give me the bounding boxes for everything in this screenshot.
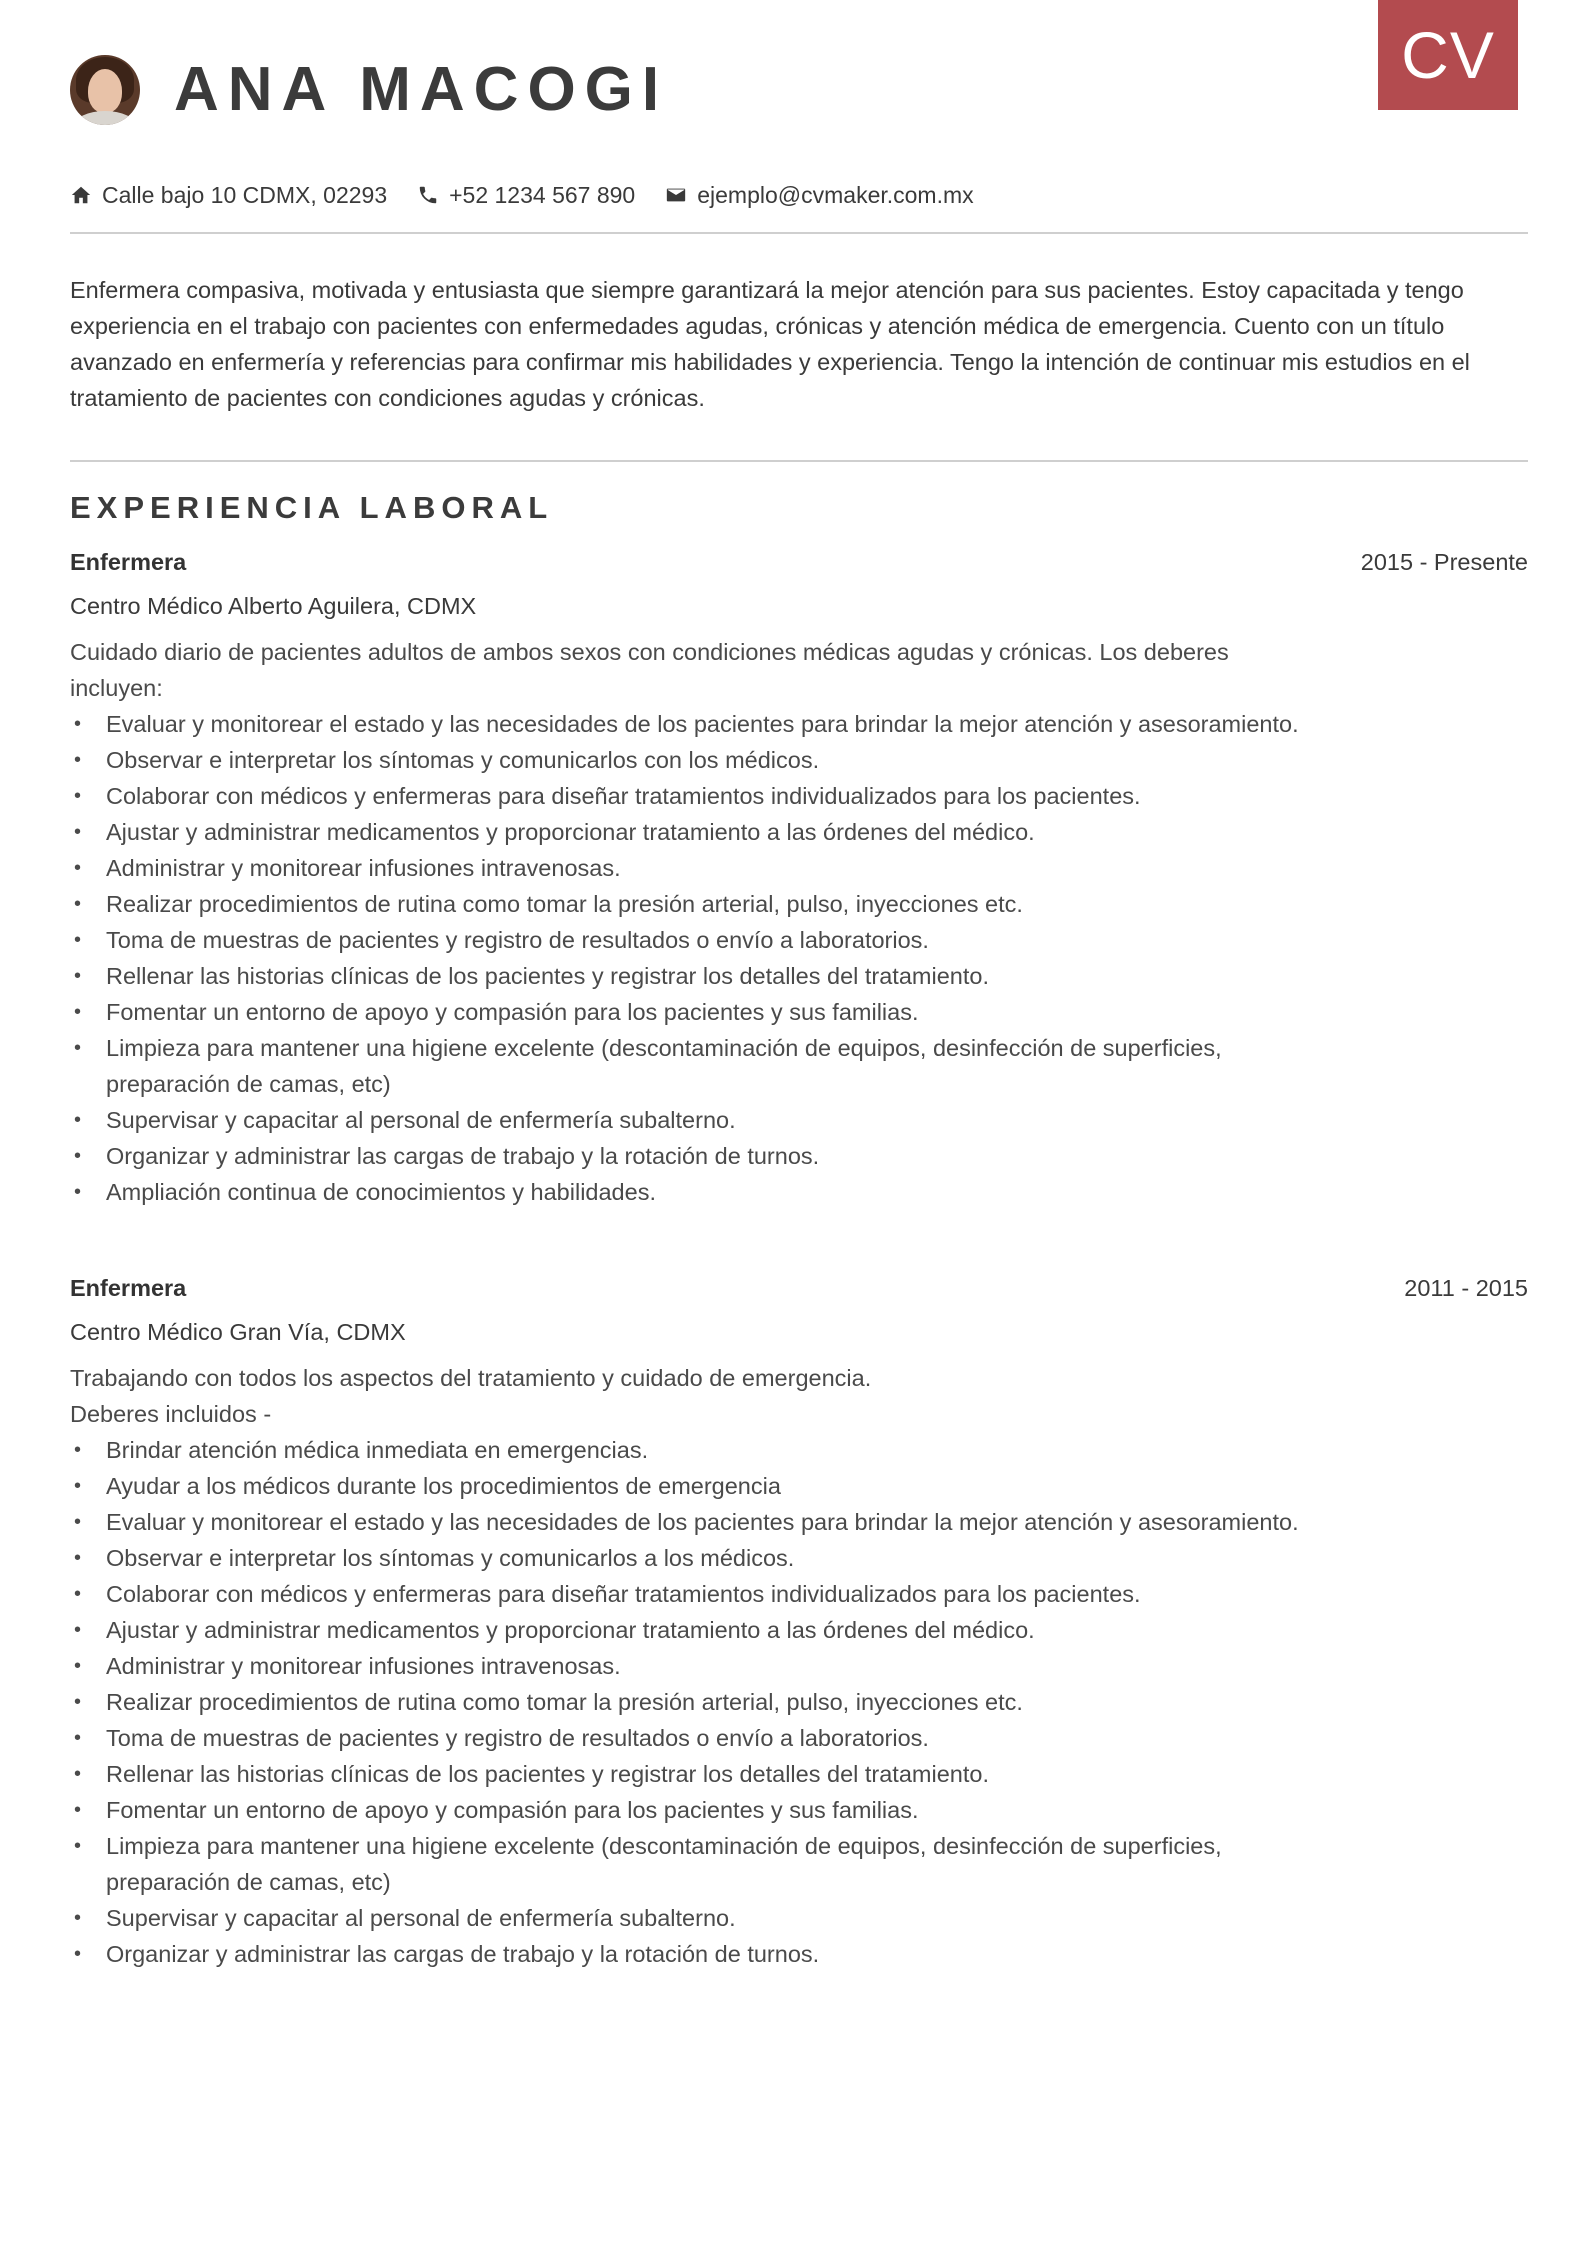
email-text: ejemplo@cvmaker.com.mx — [697, 181, 974, 208]
cv-badge: CV — [1378, 0, 1518, 110]
duty-item: • Brindar atención médica inmediata en emergencias. — [70, 1432, 1310, 1468]
job-duties-list — [70, 1432, 1310, 1972]
duty-item: • Rellenar las historias clínicas de los pacientes y registrar los detalles del tratamiento. — [70, 958, 1310, 994]
job-description-line: Trabajando con todos los aspectos del tratamiento y cuidado de emergencia. — [70, 1365, 872, 1391]
home-icon — [70, 184, 92, 206]
divider — [70, 232, 1528, 234]
candidate-name: ANA MACOGI — [174, 55, 669, 124]
job-dates: 2015 - Presente — [1360, 549, 1528, 575]
duty-item: • Organizar y administrar las cargas de trabajo y la rotación de turnos. — [70, 1138, 1310, 1174]
duty-item: • Colaborar con médicos y enfermeras para diseñar tratamientos individualizados para los pacientes. — [70, 1576, 1310, 1612]
mail-icon — [665, 184, 687, 206]
contact-bar — [70, 178, 1004, 212]
duty-item: • Toma de muestras de pacientes y registro de resultados o envío a laboratorios. — [70, 1720, 1310, 1756]
address-text: Calle bajo 10 CDMX, 02293 — [102, 181, 388, 208]
duty-item: • Administrar y monitorear infusiones intravenosas. — [70, 1648, 1310, 1684]
duty-item: • Supervisar y capacitar al personal de enfermería subalterno. — [70, 1900, 1310, 1936]
duty-item: • Ajustar y administrar medicamentos y proporcionar tratamiento a las órdenes del médico. — [70, 814, 1310, 850]
duty-item: • Observar e interpretar los síntomas y comunicarlos con los médicos. — [70, 742, 1310, 778]
job-title: Enfermera — [70, 1275, 187, 1301]
contact-email — [665, 182, 973, 209]
job-title: Enfermera — [70, 549, 187, 575]
duty-item: • Ayudar a los médicos durante los procedimientos de emergencia — [70, 1468, 1310, 1504]
job-description — [70, 1360, 1310, 1432]
duty-item: • Ajustar y administrar medicamentos y proporcionar tratamiento a las órdenes del médico. — [70, 1612, 1310, 1648]
duty-item: • Evaluar y monitorear el estado y las necesidades de los pacientes para brindar la mejor atención y asesoramiento. — [70, 706, 1310, 742]
phone-icon — [417, 184, 439, 206]
duty-item: • Limpieza para mantener una higiene excelente (descontaminación de equipos, desinfección de superficies, preparación de camas, etc) — [70, 1030, 1310, 1102]
job-duties-list — [70, 706, 1310, 1210]
job-description — [70, 634, 1310, 706]
duty-item: • Observar e interpretar los síntomas y comunicarlos a los médicos. — [70, 1540, 1310, 1576]
job-description-line: Cuidado diario de pacientes adultos de ambos sexos con condiciones médicas agudas y crónicas. Los deberes incluyen: — [70, 639, 1229, 701]
phone-text: +52 1234 567 890 — [449, 181, 636, 208]
contact-phone — [417, 182, 635, 209]
duty-item: • Organizar y administrar las cargas de trabajo y la rotación de turnos. — [70, 1936, 1310, 1972]
job-description-line: Deberes incluidos - — [70, 1401, 272, 1427]
job-dates: 2011 - 2015 — [1404, 1275, 1528, 1301]
duty-item: • Realizar procedimientos de rutina como tomar la presión arterial, pulso, inyecciones etc. — [70, 886, 1310, 922]
duty-item: • Realizar procedimientos de rutina como tomar la presión arterial, pulso, inyecciones etc. — [70, 1684, 1310, 1720]
duty-item: • Ampliación continua de conocimientos y habilidades. — [70, 1174, 1310, 1210]
duty-item: • Toma de muestras de pacientes y registro de resultados o envío a laboratorios. — [70, 922, 1310, 958]
duty-item: • Fomentar un entorno de apoyo y compasión para los pacientes y sus familias. — [70, 1792, 1310, 1828]
avatar — [70, 55, 140, 125]
duty-item: • Colaborar con médicos y enfermeras para diseñar tratamientos individualizados para los pacientes. — [70, 778, 1310, 814]
duty-item: • Fomentar un entorno de apoyo y compasión para los pacientes y sus familias. — [70, 994, 1310, 1030]
job-entry — [70, 1270, 1528, 1972]
section-title-experience: EXPERIENCIA LABORAL — [70, 490, 554, 525]
duty-item: • Supervisar y capacitar al personal de enfermería subalterno. — [70, 1102, 1310, 1138]
profile-summary: Enfermera compasiva, motivada y entusiasta que siempre garantizará la mejor atención para sus pacientes. Estoy capacitada y tengo experiencia en el trabajo con pacientes con enfermedades agudas, crónicas y atención médica de emergencia. Cuento con un título avanzado en enfermería y referencias para confirmar mis habilidades y experiencia. Tengo la intención de continuar mis estudios en el tratamiento de pacientes con condiciones agudas y crónicas. — [70, 277, 1470, 411]
duty-item: • Administrar y monitorear infusiones intravenosas. — [70, 850, 1310, 886]
job-company: Centro Médico Alberto Aguilera, CDMX — [70, 593, 477, 619]
duty-item: • Rellenar las historias clínicas de los pacientes y registrar los detalles del tratamiento. — [70, 1756, 1310, 1792]
contact-address — [70, 182, 387, 209]
duty-item: • Evaluar y monitorear el estado y las necesidades de los pacientes para brindar la mejor atención y asesoramiento. — [70, 1504, 1310, 1540]
job-entry — [70, 544, 1528, 1210]
job-company: Centro Médico Gran Vía, CDMX — [70, 1319, 406, 1345]
header — [70, 55, 668, 125]
resume-page — [70, 0, 1528, 2246]
duty-item: • Limpieza para mantener una higiene excelente (descontaminación de equipos, desinfección de superficies, preparación de camas, etc) — [70, 1828, 1310, 1900]
divider — [70, 460, 1528, 462]
